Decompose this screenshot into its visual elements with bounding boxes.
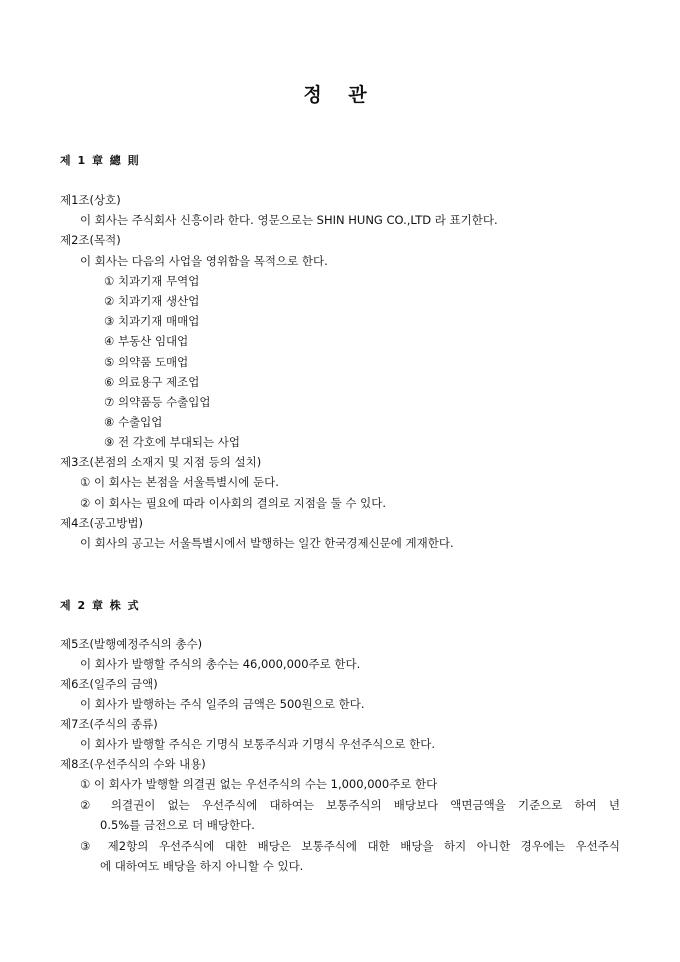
article-body: 이 회사가 발행하는 주식 일주의 금액은 500원으로 한다. bbox=[80, 697, 365, 711]
article-body: 이 회사가 발행할 주식의 총수는 46,000,000주로 한다. bbox=[80, 657, 361, 671]
document-title: 정 관 bbox=[303, 84, 377, 106]
list-item: ⑦ 의약품등 수출입업 bbox=[104, 395, 211, 409]
list-item: ① 치과기재 무역업 bbox=[104, 274, 200, 288]
article-body: 이 회사의 공고는 서울특별시에서 발행하는 일간 한국경제신문에 게재한다. bbox=[80, 536, 454, 550]
list-item: ② 이 회사는 필요에 따라 이사회의 결의로 지점을 둘 수 있다. bbox=[80, 496, 387, 510]
list-item: ⑧ 수출입업 bbox=[104, 415, 163, 429]
list-item: ⑤ 의약품 도매업 bbox=[104, 355, 189, 369]
list-item: ① 이 회사가 발행할 의결권 없는 우선주식의 수는 1,000,000주로 한다 bbox=[80, 777, 438, 791]
list-item: ④ 부동산 임대업 bbox=[104, 334, 189, 348]
article-body: 이 회사는 다음의 사업을 영위함을 목적으로 한다. bbox=[80, 254, 328, 268]
article-heading: 제4조(공고방법) bbox=[60, 516, 143, 530]
list-item: ② 치과기재 생산업 bbox=[104, 294, 200, 308]
list-item: ② 의결권이 없는 우선주식에 대하여는 보통주식의 배당보다 액면금액을 기준으로 하여 년 bbox=[80, 798, 620, 812]
chapter-heading: 제 1 章 總 則 bbox=[60, 154, 139, 167]
list-item: ③ 제2항의 우선주식에 대한 배당은 보통주식에 대한 배당을 하지 아니한 경우에는 우선주식 bbox=[80, 839, 620, 853]
article-heading: 제2조(목적) bbox=[60, 233, 121, 247]
list-item: ① 이 회사는 본점을 서울특별시에 둔다. bbox=[80, 475, 279, 489]
article-body: 이 회사는 주식회사 신흥이라 한다. 영문으로는 SHIN HUNG CO.,LTD 라 표기한다. bbox=[80, 213, 498, 227]
article-heading: 제7조(주식의 종류) bbox=[60, 717, 158, 731]
list-item: ③ 치과기재 매매업 bbox=[104, 314, 200, 328]
list-item: ⑥ 의료용구 제조업 bbox=[104, 375, 200, 389]
article-body: 이 회사가 발행할 주식은 기명식 보통주식과 기명식 우선주식으로 한다. bbox=[80, 737, 436, 751]
article-heading: 제6조(일주의 금액) bbox=[60, 677, 158, 691]
list-item-continuation: 0.5%를 금전으로 더 배당한다. bbox=[100, 818, 255, 832]
article-heading: 제3조(본점의 소재지 및 지점 등의 설치) bbox=[60, 455, 262, 469]
article-heading: 제1조(상호) bbox=[60, 193, 121, 207]
list-item-continuation: 에 대하여도 배당을 하지 아니할 수 있다. bbox=[100, 859, 304, 873]
article-heading: 제8조(우선주식의 수와 내용) bbox=[60, 757, 206, 771]
chapter-heading: 제 2 章 株 式 bbox=[60, 599, 139, 612]
list-item: ⑨ 전 각호에 부대되는 사업 bbox=[104, 435, 241, 449]
article-heading: 제5조(발행예정주식의 총수) bbox=[60, 637, 203, 651]
